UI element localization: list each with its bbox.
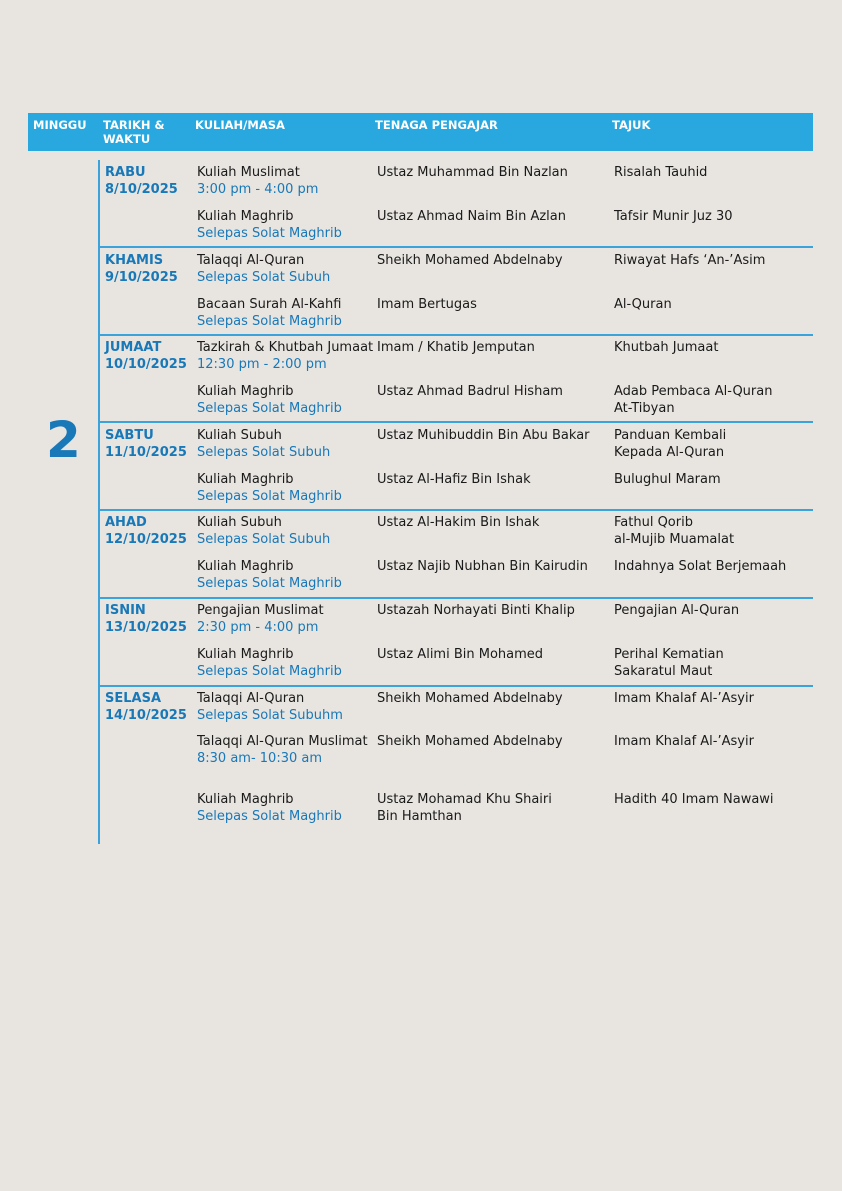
topic-cell (614, 733, 754, 750)
teacher-cell (377, 339, 535, 356)
session-title: Kuliah Subuh (197, 515, 282, 530)
session-time: Selepas Solat Maghrib (197, 576, 342, 591)
topic-cell (614, 164, 707, 181)
day-label (105, 339, 187, 373)
day-name: SABTU (105, 428, 154, 443)
session-cell (197, 296, 342, 330)
day-date: 11/10/2025 (105, 445, 187, 460)
teacher-cell (377, 690, 563, 707)
topic-cell (614, 602, 739, 619)
day-name: SELASA (105, 691, 162, 706)
topic-text: Perihal Kematian (614, 647, 724, 662)
topic-text: Adab Pembaca Al-Quran (614, 384, 773, 399)
teacher-name: Ustaz Ahmad Badrul Hisham (377, 384, 563, 399)
teacher-name: Sheikh Mohamed Abdelnaby (377, 253, 563, 268)
teacher-name: Ustaz Muhibuddin Bin Abu Bakar (377, 428, 590, 443)
session-cell (197, 733, 368, 767)
header-tajuk: TAJUK (612, 118, 651, 132)
topic-text: Bulughul Maram (614, 472, 721, 487)
teacher-name: Ustaz Al-Hakim Bin Ishak (377, 515, 540, 530)
header-tarikh-line2: WAKTU (103, 132, 151, 146)
table-header (28, 113, 813, 151)
day-divider (98, 421, 813, 423)
day-divider (98, 597, 813, 599)
session-time: Selepas Solat Maghrib (197, 226, 342, 241)
teacher-name: Ustaz Alimi Bin Mohamed (377, 647, 544, 662)
teacher-name: Imam Bertugas (377, 297, 477, 312)
session-cell (197, 427, 330, 461)
day-label (105, 427, 187, 461)
teacher-cell (377, 296, 477, 313)
session-time: 2:30 pm - 4:00 pm (197, 620, 319, 635)
topic-text: At-Tibyan (614, 401, 675, 416)
header-tarikh (103, 118, 165, 146)
teacher-cell (377, 164, 568, 181)
day-date: 13/10/2025 (105, 620, 187, 635)
week-number: 2 (46, 411, 81, 469)
teacher-name: Ustaz Al-Hafiz Bin Ishak (377, 472, 531, 487)
session-cell (197, 208, 342, 242)
teacher-name: Ustaz Mohamad Khu Shairi (377, 792, 552, 807)
day-divider (98, 509, 813, 511)
topic-cell (614, 646, 724, 680)
topic-text: Al-Quran (614, 297, 672, 312)
session-time: 8:30 am- 10:30 am (197, 751, 323, 766)
topic-text: Tafsir Munir Juz 30 (614, 209, 733, 224)
topic-text: Imam Khalaf Al-’Asyir (614, 734, 754, 749)
teacher-cell (377, 383, 563, 400)
topic-cell (614, 252, 765, 269)
teacher-name: Ustaz Najib Nubhan Bin Kairudin (377, 559, 588, 574)
day-date: 14/10/2025 (105, 708, 187, 723)
day-label (105, 164, 178, 198)
session-cell (197, 791, 342, 825)
topic-text: Imam Khalaf Al-’Asyir (614, 691, 754, 706)
session-title: Kuliah Maghrib (197, 647, 294, 662)
topic-cell (614, 339, 718, 356)
day-label (105, 602, 187, 636)
topic-cell (614, 690, 754, 707)
topic-cell (614, 208, 733, 225)
teacher-cell (377, 646, 543, 663)
topic-text: Sakaratul Maut (614, 664, 713, 679)
day-divider (98, 246, 813, 248)
session-title: Kuliah Maghrib (197, 559, 294, 574)
teacher-cell (377, 514, 539, 531)
header-pengajar: TENAGA PENGAJAR (375, 118, 498, 132)
teacher-name: Ustaz Muhammad Bin Nazlan (377, 165, 568, 180)
session-cell (197, 252, 330, 286)
day-name: RABU (105, 165, 146, 180)
header-minggu: MINGGU (33, 118, 87, 132)
topic-cell (614, 471, 721, 488)
day-divider (98, 334, 813, 336)
session-title: Kuliah Maghrib (197, 792, 294, 807)
session-time: Selepas Solat Maghrib (197, 664, 342, 679)
day-name: KHAMIS (105, 253, 164, 268)
topic-cell (614, 514, 734, 548)
topic-text: al-Mujib Muamalat (614, 532, 735, 547)
topic-text: Khutbah Jumaat (614, 340, 719, 355)
session-cell (197, 164, 318, 198)
session-title: Talaqqi Al-Quran (197, 253, 305, 268)
teacher-name: Bin Hamthan (377, 809, 462, 824)
teacher-cell (377, 733, 563, 750)
header-tarikh-line1: TARIKH & (103, 118, 165, 132)
session-title: Talaqqi Al-Quran Muslimat (197, 734, 368, 749)
topic-text: Pengajian Al-Quran (614, 603, 740, 618)
topic-cell (614, 791, 774, 808)
day-label (105, 690, 187, 724)
session-cell (197, 471, 342, 505)
teacher-name: Sheikh Mohamed Abdelnaby (377, 734, 563, 749)
session-title: Pengajian Muslimat (197, 603, 324, 618)
topic-text: Fathul Qorib (614, 515, 693, 530)
session-cell (197, 602, 324, 636)
session-time: Selepas Solat Subuhm (197, 708, 343, 723)
session-cell (197, 383, 342, 417)
day-date: 9/10/2025 (105, 270, 178, 285)
session-cell (197, 514, 330, 548)
teacher-cell (377, 558, 588, 575)
day-label (105, 514, 187, 548)
teacher-cell (377, 791, 552, 825)
day-date: 12/10/2025 (105, 532, 187, 547)
topic-text: Risalah Tauhid (614, 165, 708, 180)
session-title: Kuliah Muslimat (197, 165, 300, 180)
session-title: Kuliah Maghrib (197, 472, 294, 487)
topic-text: Panduan Kembali (614, 428, 727, 443)
session-title: Kuliah Maghrib (197, 209, 294, 224)
session-cell (197, 690, 343, 724)
day-name: ISNIN (105, 603, 146, 618)
topic-text: Hadith 40 Imam Nawawi (614, 792, 774, 807)
day-name: JUMAAT (105, 340, 162, 355)
teacher-cell (377, 471, 531, 488)
session-title: Talaqqi Al-Quran (197, 691, 305, 706)
teacher-name: Sheikh Mohamed Abdelnaby (377, 691, 563, 706)
session-time: Selepas Solat Maghrib (197, 489, 342, 504)
day-divider (98, 685, 813, 687)
topic-cell (614, 558, 786, 575)
topic-cell (614, 427, 726, 461)
day-name: AHAD (105, 515, 147, 530)
topic-text: Indahnya Solat Berjemaah (614, 559, 787, 574)
teacher-name: Imam / Khatib Jemputan (377, 340, 535, 355)
topic-text: Kepada Al-Quran (614, 445, 725, 460)
day-date: 10/10/2025 (105, 357, 187, 372)
session-time: Selepas Solat Subuh (197, 445, 331, 460)
topic-cell (614, 296, 672, 313)
header-kuliah: KULIAH/MASA (195, 118, 285, 132)
session-cell (197, 558, 342, 592)
session-time: Selepas Solat Subuh (197, 270, 331, 285)
session-time: Selepas Solat Subuh (197, 532, 331, 547)
session-title: Bacaan Surah Al-Kahfi (197, 297, 342, 312)
teacher-cell (377, 602, 575, 619)
session-time: 3:00 pm - 4:00 pm (197, 182, 319, 197)
teacher-name: Ustazah Norhayati Binti Khalip (377, 603, 575, 618)
day-label (105, 252, 178, 286)
session-title: Kuliah Subuh (197, 428, 282, 443)
session-time: Selepas Solat Maghrib (197, 809, 342, 824)
session-time: Selepas Solat Maghrib (197, 401, 342, 416)
session-cell (197, 646, 342, 680)
session-title: Tazkirah & Khutbah Jumaat (197, 340, 374, 355)
day-date: 8/10/2025 (105, 182, 178, 197)
teacher-cell (377, 427, 590, 444)
teacher-cell (377, 208, 566, 225)
topic-cell (614, 383, 772, 417)
teacher-cell (377, 252, 563, 269)
vertical-divider (98, 160, 100, 844)
session-time: 12:30 pm - 2:00 pm (197, 357, 327, 372)
session-cell (197, 339, 373, 373)
topic-text: Riwayat Hafs ‘An-’Asim (614, 253, 766, 268)
teacher-name: Ustaz Ahmad Naim Bin Azlan (377, 209, 566, 224)
session-title: Kuliah Maghrib (197, 384, 294, 399)
session-time: Selepas Solat Maghrib (197, 314, 342, 329)
